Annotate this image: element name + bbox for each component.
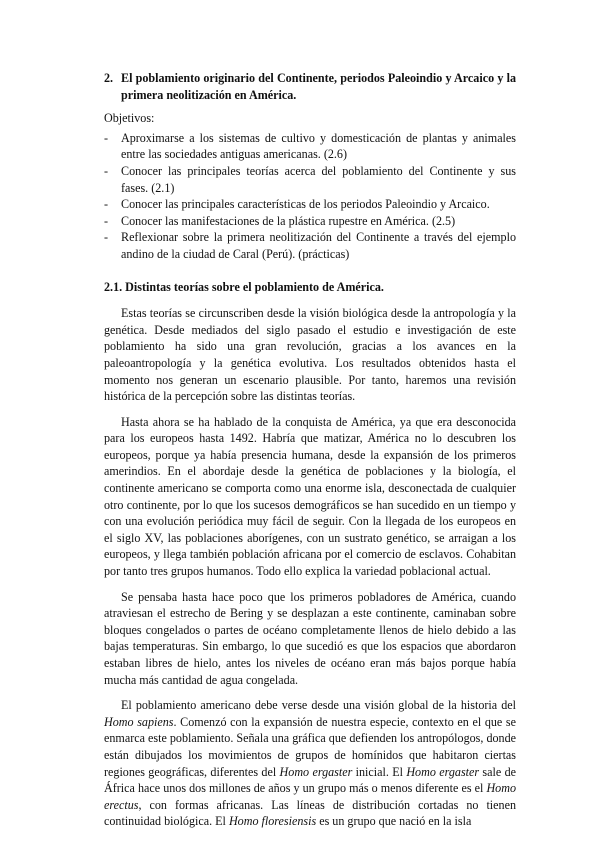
objectives-list [104, 130, 516, 263]
objective-item: - Conocer las manifestaciones de la plástica rupestre en América. (2.5) [104, 213, 456, 228]
paragraph: Se pensaba hasta hace poco que los primeros pobladores de América, cuando atraviesan el estrecho de Bering y se desplazan a este continente, caminaban sobre bloques congelados o partes de océano completamente llenos de hielo debido a las bajas temperaturas. Sin embargo, lo que sucedió es que los espacios que abordaron estaban libres de hielo, antes los niveles de océano eran más bajos porque había mucha más cantidad de agua congelada. [104, 589, 516, 687]
objective-item: - Conocer las principales características de los periodos Paleoindio y Arcaico. [104, 197, 490, 212]
section-number: 2. [104, 71, 114, 85]
species-name: Homo floresiensis [228, 814, 317, 829]
objective-item: - Conocer las principales teorías acerca del poblamiento del Continente y sus fases. (2.1) [104, 163, 516, 195]
species-name: Homo sapiens [104, 714, 174, 729]
objective-item: - Aproximarse a los sistemas de cultivo y domesticación de plantas y animales entre las sociedades antiguas americanas. (2.6) [104, 130, 516, 162]
objective-item: - Reflexionar sobre la primera neolitización del Continente a través del ejemplo andino de la ciudad de Caral (Perú). (prácticas) [104, 230, 516, 261]
paragraph: Estas teorías se circunscriben desde la visión biológica desde la antropología y la genética. Desde mediados del siglo pasado el estudio e investigación de este poblamiento ha sido una gran revolución, gracias a los avances en la paleoantropología y la genética evolutiva. Los resultados obtenidos hasta el momento nos generan un escenario plausible. Por tanto, haremos una revisión histórica de la percepción sobre las distintas teorías. [104, 306, 516, 404]
species-name: Homo ergaster [279, 764, 353, 779]
species-name: Homo erectus [104, 781, 516, 812]
paragraph: Hasta ahora se ha hablado de la conquista de América, ya que era desconocida para los europeos hasta 1492. Habría que matizar, América no lo descubren los europeos, porque ya había presencia humana, desde la expansión de los primeros amerindios. En el abordaje desde la genética de poblaciones y la biología, el continente americano se comporta como una enorme isla, desconectada de cualquier otro continente, por lo que los sucesos demográficos se han sucedido en un tiempo y con una evolución periódica muy fácil de seguir. Con la llegada de los europeos en el siglo XV, las poblaciones aborígenes, con un sustrato genético, se arraigan a los europeos, y llega también población africana por el comercio de esclavos. Cohabitan por tanto tres grupos humanos. Todo ello explica la variedad poblacional actual. [104, 414, 516, 579]
subsection-title: 2.1. Distintas teorías sobre el poblamiento de América. [104, 279, 384, 294]
paragraph: El poblamiento americano debe verse desde una visión global de la historia del Homo sapiens. Comenzó con la expansión de nuestra especie, contexto en el que se enmarca este poblamiento. Señala una gráfica que defienden los antropólogos, donde están dibujados los movimientos de grupos de homínidos que habitaron ciertas regiones geográficas, diferentes del Homo ergaster inicial. El Homo ergaster sale de África hace unos dos millones de años y un grupo más o menos diferente es el Homo erectus, con formas africanas. Las líneas de distribución cortadas no tienen continuidad biológica. El Homo floresiensis es un grupo que nació en la isla [104, 698, 516, 829]
section-heading [104, 70, 516, 103]
species-name: Homo ergaster [406, 764, 480, 779]
page-content [104, 70, 516, 830]
objectives-label: Objetivos: [104, 111, 155, 126]
section-title: El poblamiento originario del Continente, periodos Paleoindio y Arcaico y la primera neolitización en América. [121, 71, 516, 102]
